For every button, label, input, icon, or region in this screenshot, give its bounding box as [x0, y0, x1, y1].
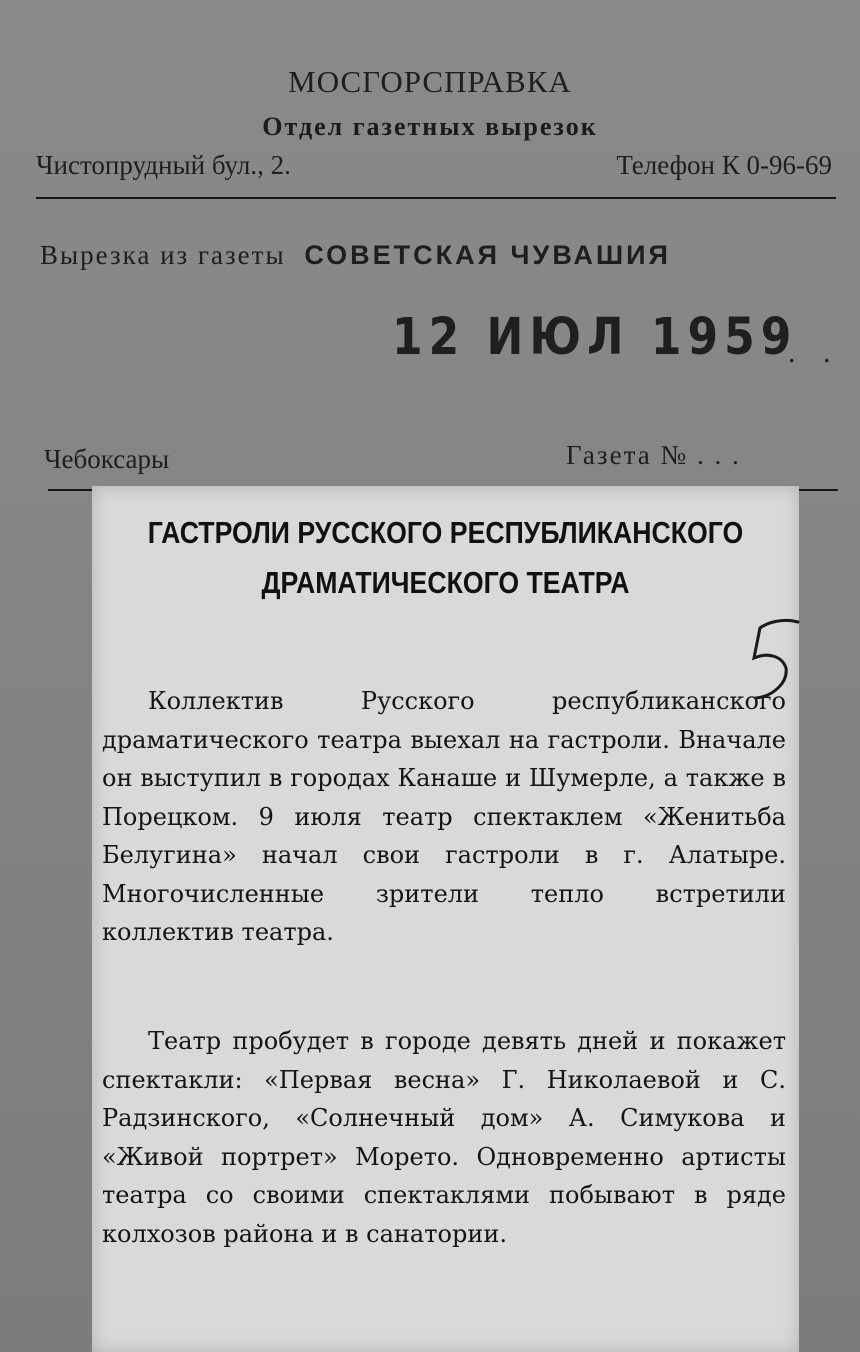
city-name: Чебоксары — [44, 444, 170, 474]
newspaper-name: СОВЕТСКАЯ ЧУВАШИЯ — [304, 240, 671, 270]
header-divider — [36, 197, 836, 199]
date-dots: . . — [788, 336, 841, 369]
newspaper-clipping — [92, 486, 799, 1352]
article-paragraph-1: Коллектив Русского республиканского драматического театра выехал на гастроли. Вначале он выступил в городах Канаше и Шумерле, а также в Порецком. 9 июля театр спектаклем «Женитьба Белугина» начал свои гастроли в г. Алатыре. Многочисленные зрители тепло встретили коллектив театра. — [102, 687, 786, 946]
agency-title: МОСГОРСПРАВКА — [288, 64, 572, 99]
department-title: Отдел газетных вырезок — [262, 112, 598, 141]
clip-source — [40, 240, 671, 271]
phone-number: Телефон К 0-96-69 — [616, 150, 832, 180]
article-paragraph-2: Театр пробудет в городе девять дней и покажет спектакли: «Первая весна» Г. Николаевой и С. Радзинского, «Солнечный дом» А. Симукова и «Живой портрет» Морето. Одновременно артисты театра со своими спектаклями побывают в ряде колхозов района и в санатории. — [102, 1027, 786, 1248]
handwritten-mark-icon — [726, 614, 806, 704]
date-stamp: 12 ИЮЛ 1959 — [392, 308, 798, 367]
article-headline: ГАСТРОЛИ РУССКОГО РЕСПУБЛИКАНСКОГО ДРАМАТИЧЕСКОГО ТЕАТРА — [147, 515, 744, 600]
issue-number-label: Газета № . . . — [566, 440, 741, 470]
clip-source-label: Вырезка из газеты — [40, 240, 286, 270]
address: Чистопрудный бул., 2. — [36, 150, 291, 180]
